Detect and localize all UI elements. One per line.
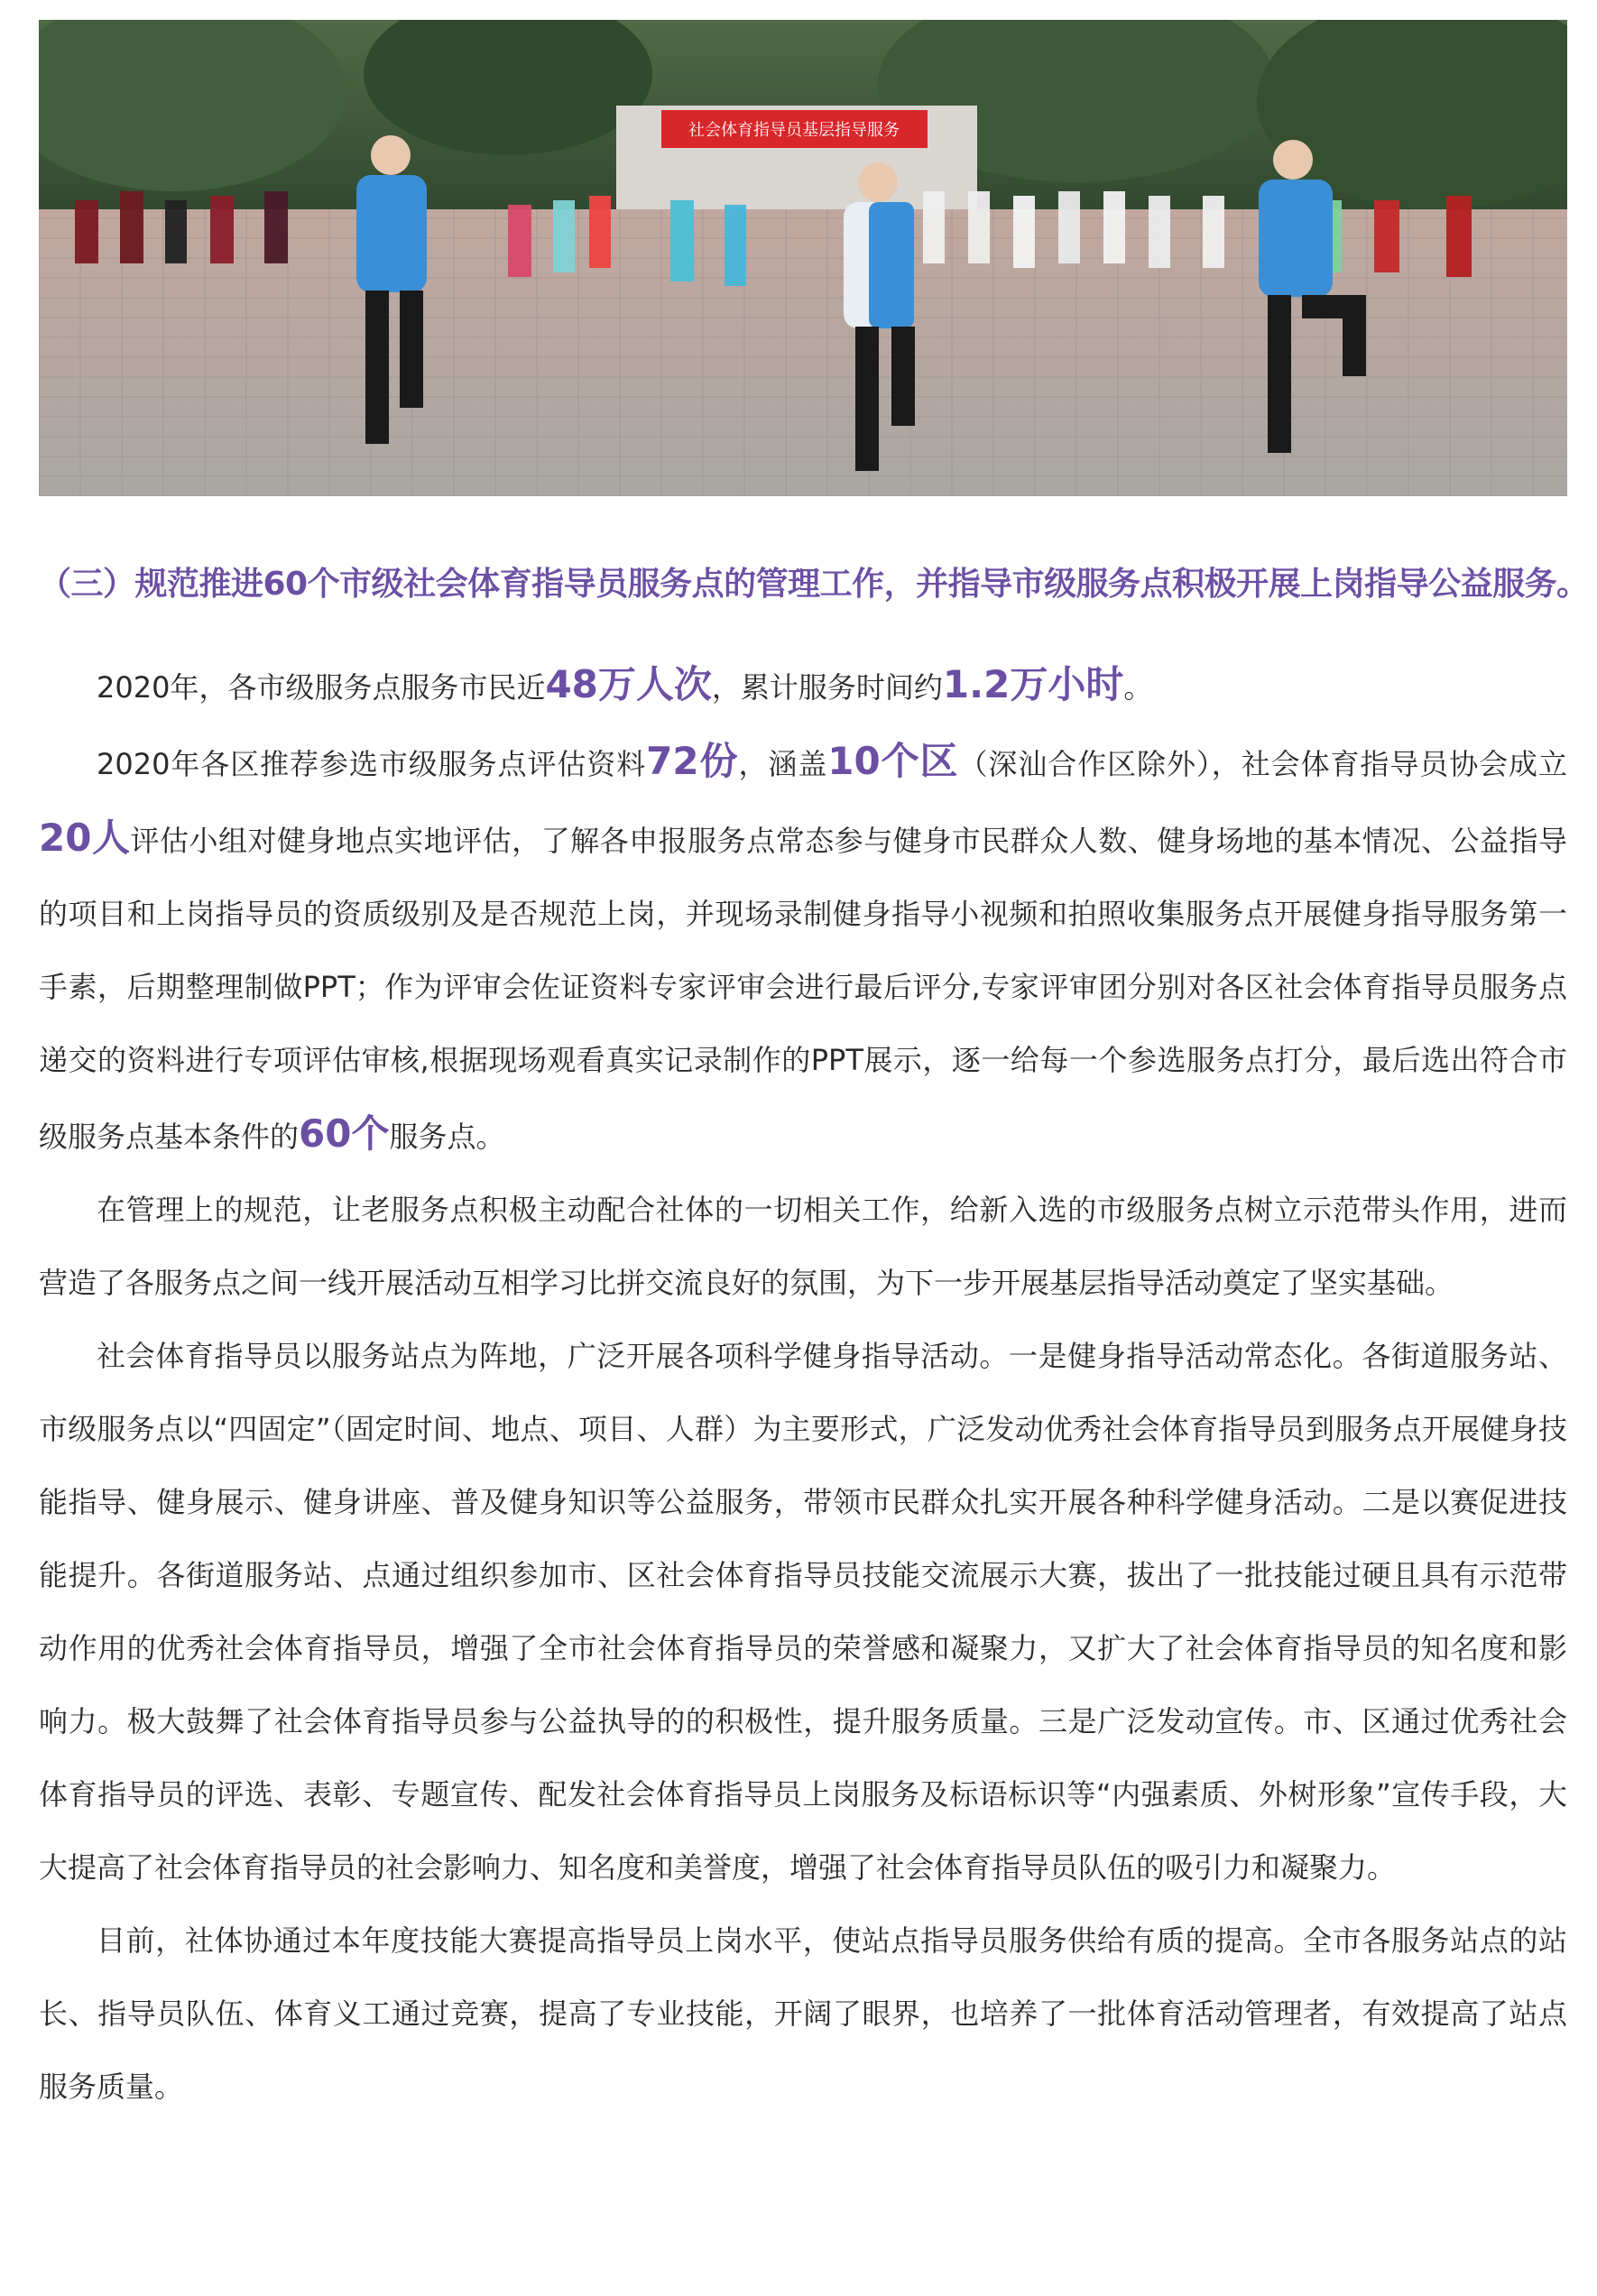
paragraph-activities: 社会体育指导员以服务站点为阵地，广泛开展各项科学健身指导活动。一是健身指导活动常态化。各街道服务站、市级服务点以“四固定”（固定时间、地点、项目、人群）为主要形式，广泛发动优秀社会体育指导员到服务点开展健身技能指导、健身展示、健身讲座、普及健身知识等公益服务，带领市民群众扎实开展各种科学健身活动。二是以赛促进技能提升。各街道服务站、点通过组织参加市、区社会体育指导员技能交流展示大赛，拔出了一批技能过硬且具有示范带动作用的优秀社会体育指导员，增强了全市社会体育指导员的荣誉感和凝聚力，又扩大了社会体育指导员的知名度和影响力。极大鼓舞了社会体育指导员参与公益执导的的积极性，提升服务质量。三是广泛发动宣传。市、区通过优秀社会体育指导员的评选、表彰、专题宣传、配发社会体育指导员上岗服务及标语标识等“内强素质、外树形象”宣传手段，大大提高了社会体育指导员的社会影响力、知名度和美誉度，增强了社会体育指导员队伍的吸引力和凝聚力。 [39,1339,1567,1885]
section-heading: （三）规范推进60个市级社会体育指导员服务点的管理工作，并指导市级服务点积极开展上岗指导公益服务。 [39,566,1589,603]
text: ，涵盖 [738,747,828,781]
paragraph-current: 目前，社体协通过本年度技能大赛提高指导员上岗水平，使站点指导员服务供给有质的提高。全市各服务站点的站长、指导员队伍、体育义工通过竞赛，提高了专业技能，开阔了眼界，也培养了一批体育活动管理者，有效提高了站点服务质量。 [39,1923,1567,2104]
paragraph-evaluation [39,724,1567,1174]
highlight-hours: 1.2万小时 [942,662,1124,706]
highlight-team: 20人 [39,816,131,860]
text: ，累计服务时间约 [711,670,943,705]
highlight-districts: 10个区 [827,739,959,783]
text: 。 [1123,670,1153,705]
article-body [39,648,1567,2124]
text: （深汕合作区除外），社会体育指导员协会成立 [958,747,1567,781]
paragraph-service-stats [39,648,1567,724]
text: 评估小组对健身地点实地评估，了解各申报服务点常态参与健身市民群众人数、健身场地的基本情况、公益指导的项目和上岗指导员的资质级别及是否规范上岗，并现场录制健身指导小视频和拍照收集服务点开展健身指导服务第一手素，后期整理制做PPT；作为评审会佐证资料专家评审会进行最后评分,专家评审团分别对各区社会体育指导员服务点递交的资料进行专项评估审核,根据现场观看真实记录制作的PPT展示，逐一给每一个参选服务点打分，最后选出符合市级服务点基本条件的 [39,824,1567,1154]
highlight-points: 60个 [299,1111,390,1156]
text: 2020年各区推荐参选市级服务点评估资料 [97,747,647,781]
paragraph-management: 在管理上的规范，让老服务点积极主动配合社体的一切相关工作，给新入选的市级服务点树立示范带头作用，进而营造了各服务点之间一线开展活动互相学习比拼交流良好的氛围，为下一步开展基层指导活动奠定了坚实基础。 [39,1193,1567,1300]
highlight-materials: 72份 [646,739,739,783]
tai-chi-group-photo [39,20,1567,496]
highlight-visits: 48万人次 [545,662,712,706]
text: 2020年，各市级服务点服务市民近 [97,670,546,705]
banner-text: 社会体育指导员基层指导服务 [688,121,900,140]
text: 服务点。 [389,1120,505,1154]
photo-illustration [39,20,1567,496]
